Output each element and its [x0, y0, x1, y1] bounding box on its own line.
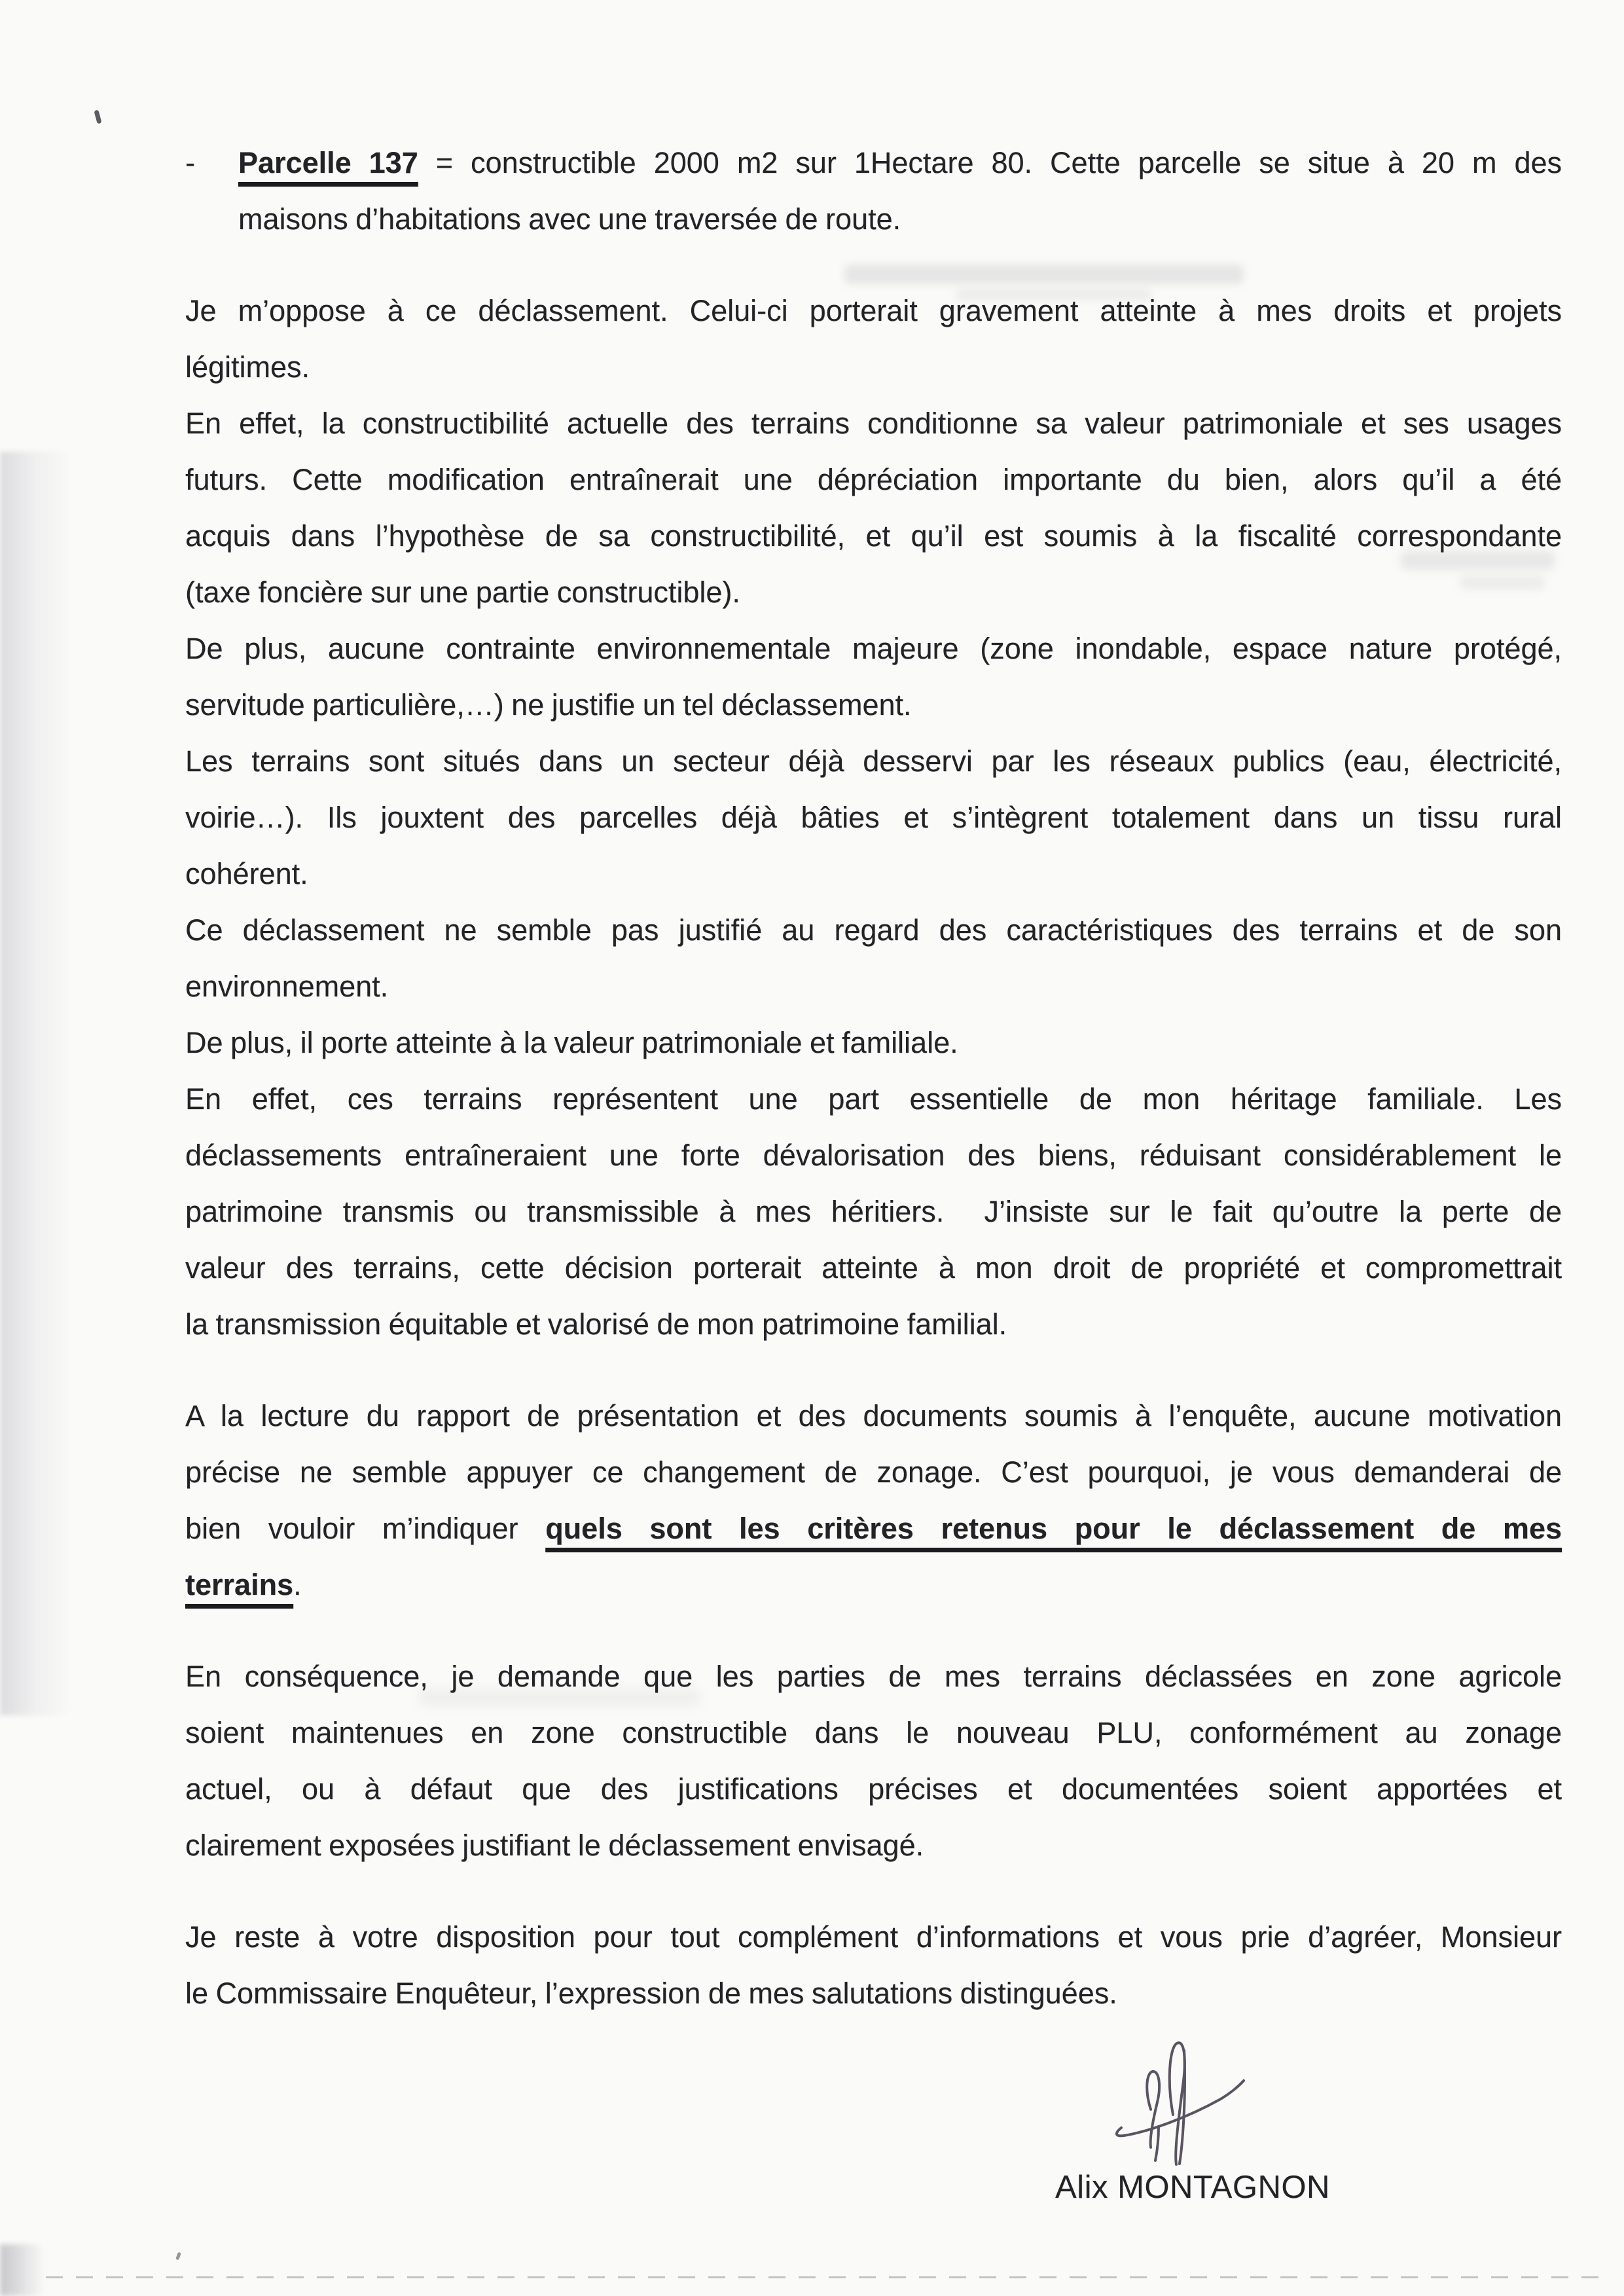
text-line [185, 1015, 1562, 1071]
text-segment: De plus, aucune contrainte environnementale majeure (zone inondable, espace nature protégé, [185, 632, 1562, 665]
text-segment: légitimes. [185, 350, 310, 384]
scan-speck [175, 2252, 181, 2261]
text-segment: maisons d’habitations avec une traversée de route. [238, 202, 901, 236]
bullet-dash: - [185, 146, 195, 179]
emphasized-text: terrains [185, 1568, 294, 1601]
text-segment: précise ne semble appuyer ce changement de zonage. C’est pourquoi, je vous demanderai de [185, 1455, 1562, 1489]
text-line [185, 1444, 1562, 1501]
scan-bottom-line [46, 2276, 1610, 2278]
text-segment: = constructible 2000 m2 sur 1Hectare 80. Cette parcelle se situe à 20 m des [418, 146, 1562, 179]
text-segment: bien vouloir m’indiquer [185, 1512, 546, 1545]
text-segment: patrimoine transmis ou transmissible à mes héritiers. J’insiste sur le fait qu’outre la perte de [185, 1195, 1562, 1228]
text-segment: Je reste à votre disposition pour tout complément d’informations et vous prie d’agréer, Monsieur [185, 1920, 1562, 1954]
text-line [185, 621, 1562, 677]
text-segment: En effet, ces terrains représentent une part essentielle de mon héritage familiale. Les [185, 1082, 1562, 1116]
text-segment: la transmission équitable et valorisé de mon patrimoine familial. [185, 1307, 1007, 1341]
text-line [185, 452, 1562, 508]
scan-edge-shade [0, 452, 92, 1715]
text-line [185, 1501, 1562, 1557]
text-line [185, 339, 1562, 395]
text-segment: cohérent. [185, 857, 308, 890]
emphasized-text: Parcelle 137 [238, 146, 418, 179]
text-segment: Les terrains sont situés dans un secteur déjà desservi par les réseaux publics (eau, électricité, [185, 744, 1562, 778]
text-segment: En effet, la constructibilité actuelle des terrains conditionne sa valeur patrimoniale et ses usages [185, 407, 1562, 440]
text-segment: acquis dans l’hypothèse de sa constructibilité, et qu’il est soumis à la fiscalité correspondante [185, 519, 1562, 553]
text-segment: A la lecture du rapport de présentation et des documents soumis à l’enquête, aucune motivation [185, 1399, 1562, 1432]
emphasized-text: quels sont les critères retenus pour le déclassement de mes [545, 1512, 1562, 1545]
text-segment: le Commissaire Enquêteur, l’expression de mes salutations distinguées. [185, 1977, 1117, 2010]
text-line [185, 395, 1562, 452]
text-line [185, 1240, 1562, 1296]
text-segment: valeur des terrains, cette décision porterait atteinte à mon droit de propriété et compromettrait [185, 1251, 1562, 1285]
text-line [185, 1705, 1562, 1761]
text-segment: De plus, il porte atteinte à la valeur patrimoniale et familiale. [185, 1026, 958, 1059]
text-line [185, 1296, 1562, 1353]
scan-tick-mark [94, 109, 101, 124]
text-line [185, 846, 1562, 902]
text-line [185, 733, 1562, 790]
letter-body [185, 135, 1562, 2022]
text-line [185, 508, 1562, 564]
text-line [185, 1965, 1562, 2022]
text-line [185, 564, 1562, 621]
text-segment: futurs. Cette modification entraînerait une dépréciation importante du bien, alors qu’il a été [185, 463, 1562, 496]
text-segment: servitude particulière,…) ne justifie un tel déclassement. [185, 688, 912, 721]
text-line [185, 283, 1562, 339]
text-line [185, 135, 1562, 191]
text-line [185, 790, 1562, 846]
scan-corner-smudge [0, 2244, 56, 2296]
text-line [185, 1127, 1562, 1184]
text-segment: En conséquence, je demande que les parties de mes terrains déclassées en zone agricole [185, 1660, 1562, 1693]
signatory-name: Alix MONTAGNON [1055, 2170, 1330, 2205]
handwritten-signature-icon [1110, 2028, 1247, 2176]
text-segment: déclassements entraîneraient une forte dévalorisation des biens, réduisant considérablement le [185, 1139, 1562, 1172]
text-line [185, 1557, 1562, 1613]
text-segment: . [293, 1568, 302, 1601]
text-line [185, 1071, 1562, 1127]
text-line [185, 902, 1562, 958]
text-line [185, 958, 1562, 1015]
text-segment: Je m’oppose à ce déclassement. Celui-ci porterait gravement atteinte à mes droits et projets [185, 294, 1562, 327]
text-line [185, 677, 1562, 733]
text-segment: soient maintenues en zone constructible dans le nouveau PLU, conformément au zonage [185, 1716, 1562, 1749]
text-line [185, 191, 1562, 247]
text-segment: clairement exposées justifiant le déclassement envisagé. [185, 1829, 924, 1862]
text-segment: Ce déclassement ne semble pas justifié au regard des caractéristiques des terrains et de son [185, 913, 1562, 947]
text-line [185, 1817, 1562, 1874]
text-line [185, 1761, 1562, 1817]
text-segment: voirie…). Ils jouxtent des parcelles déjà bâties et s’intègrent totalement dans un tissu rural [185, 801, 1562, 834]
text-line [185, 1909, 1562, 1965]
text-line [185, 1388, 1562, 1444]
text-segment: actuel, ou à défaut que des justifications précises et documentées soient apportées et [185, 1772, 1562, 1806]
text-segment: environnement. [185, 970, 389, 1003]
text-segment: (taxe foncière sur une partie constructible). [185, 575, 740, 609]
text-line [185, 1184, 1562, 1240]
text-line [185, 1649, 1562, 1705]
